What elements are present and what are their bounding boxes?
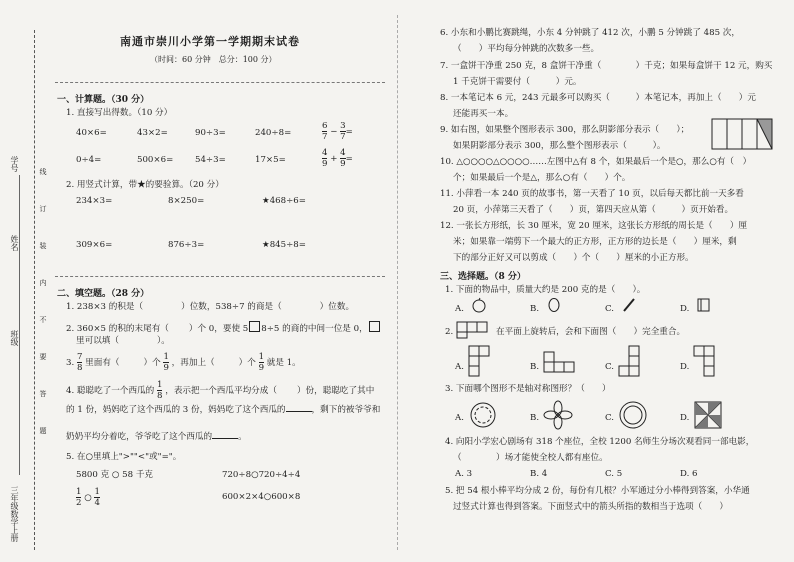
choice-4-option-b: B. 4 (530, 469, 548, 479)
ring-figure (619, 401, 647, 429)
vertical-calc: 8×250= (168, 196, 205, 206)
fill-item-6-cont: （ ）平均每分钟跳的次数多一些。 (453, 44, 600, 54)
choice-1-option-c: C. (605, 304, 615, 314)
choice-4-cont: （ ）场才能使全校人都有座位。 (453, 453, 608, 463)
section-divider (55, 276, 385, 277)
fill-item-12-cont2: 下的部分正好又可以剪成（ ）个（ ）厘米的小正方形。 (453, 253, 694, 263)
fill-item-10: 10. △○○○○△○○○○……左图中△有 8 个，如果最后一个是○，那么○有（ ） (440, 157, 752, 167)
choice-4-option-a: A. 3 (455, 469, 473, 479)
choice-5: 5. 把 54 根小棒平均分成 2 份，每份有几根？小军通过分小棒得到答案，小华通 (445, 486, 750, 496)
choice-4: 4. 向阳小学宏心剧场有 318 个座位，全校 1200 名师生分场次观看同一部电影， (445, 437, 755, 447)
page-subtitle: （时间：60 分钟 总分：100 分） (150, 55, 277, 64)
fill-item-6: 6. 小东和小鹏比赛跳绳，小东 4 分钟跳了 412 次，小鹏 5 分钟跳了 485 次， (440, 28, 740, 38)
choice-2: 在平面上旋转后，会和下面图（ ）完全重合。 (496, 327, 686, 337)
section-2-heading: 二、填空题。（28 分） (57, 289, 150, 299)
oral-calc: 500×6= (137, 155, 174, 165)
choice-3-option-d: D. (680, 413, 690, 423)
tetromino-figure (457, 322, 497, 338)
fill-item-2-cont: 里可以填（ ）。 (76, 336, 170, 346)
fill-item-3: 3. $\frac{7}{8}$ 里面有（ ）个 $\frac{1}{9}$ ，再加上（ ）个 $\frac{1}{9}$ 就是 1。 (66, 352, 301, 373)
binding-cut-line (34, 30, 35, 550)
compare-2: 720÷8○720÷4÷4 (222, 470, 301, 480)
section-3-heading: 三、选择题。（8 分） (440, 272, 526, 282)
class-label: 班级 (10, 330, 19, 346)
fill-item-4-cont: 的 1 份，妈妈吃了这个西瓜的 3 份，妈妈吃了这个西瓜的 ，剩下的被爷爷和 (66, 405, 381, 415)
shape-a (469, 346, 491, 376)
fill-item-4-cont2: 奶奶平均分着吃，爷爷吃了这个西瓜的 。 (66, 432, 247, 442)
header-divider (55, 82, 385, 83)
fill-item-2: 2. 360×5 的积的末尾有（ ）个 0，要使 5 8÷5 的商的中间一位是 0， (66, 321, 381, 335)
choice-1-option-b: B. (530, 304, 540, 314)
compare-4: 600×2×4○600×8 (222, 492, 301, 502)
vertical-calc: 234×3= (76, 196, 113, 206)
fill-item-9-cont: 如果阴影部分表示 300，那么整个图形表示（ ）。 (453, 141, 666, 151)
book-icon (696, 298, 712, 312)
choice-5-cont: 过竖式计算也得到答案。下面竖式中的箭头所指的数相当于选项（ ） (453, 502, 729, 512)
fill-item-12-cont: 米；如果靠一端剪下一个最大的正方形，正方形的边长是（ ）厘米，剩 (453, 237, 737, 247)
choice-3-option-c: C. (605, 413, 615, 423)
apple-icon (471, 298, 487, 312)
choice-1-option-a: A. (455, 304, 464, 314)
no-answer-marks: 线订装内不要答题 (39, 168, 47, 464)
vertical-calc: ★845÷8= (262, 240, 306, 250)
oral-calc: 40×6= (76, 128, 107, 138)
shaded-rectangle-figure (712, 119, 772, 149)
vertical-calc: 876÷3= (168, 240, 205, 250)
choice-2-prefix: 2. (445, 327, 454, 337)
choice-4-option-c: C. 5 (605, 469, 623, 479)
oral-calc: 90÷3= (195, 128, 226, 138)
fill-item-1: 1. 238×3 的积是（ ）位数，538÷7 的商是（ ）位数。 (66, 302, 355, 312)
shape-b (544, 352, 576, 374)
choice-2-option-b: B. (530, 362, 540, 372)
fill-item-7-cont: 1 千克饼干需要付（ ）元。 (453, 77, 582, 87)
fraction-calc-2: $\frac{4}{9}$ + $\frac{4}{9}$ = (322, 148, 353, 169)
choice-2-option-a: A. (455, 362, 464, 372)
page-fold (397, 15, 398, 550)
oral-calc: 17×5= (255, 155, 286, 165)
fill-item-11-cont: 20 页，小萍第三天看了（ ）页，第四天应从第（ ）页开始看。 (453, 205, 734, 215)
four-petal-figure (544, 401, 572, 429)
fill-item-11: 11. 小萍看一本 240 页的故事书，第一天看了 10 页，以后每天都比前一天多看 (440, 189, 744, 199)
fraction-calc-1: $\frac{6}{7}$ − $\frac{3}{7}$ = (322, 121, 353, 142)
oral-calc: 54÷3= (195, 155, 226, 165)
vertical-calc: 309×6= (76, 240, 113, 250)
scalloped-circle-figure (469, 401, 497, 429)
q1-2-prompt: 2. 用竖式计算，带★的要验算。（20 分） (66, 180, 224, 190)
oral-calc: 43×2= (137, 128, 168, 138)
vertical-calc: ★468÷6= (262, 196, 306, 206)
fill-item-4: 4. 聪聪吃了一个西瓜的 $\frac{1}{8}$ ，表示把一个西瓜平均分成（ ）份，聪聪吃了其中 (66, 380, 375, 401)
shape-d (694, 346, 716, 376)
grade-label: 三年级数学上册 (10, 486, 19, 542)
pinwheel-figure (694, 401, 722, 429)
name-label: 姓名 (10, 235, 19, 251)
pen-icon (621, 298, 637, 312)
choice-2-option-d: D. (680, 362, 690, 372)
compare-1: 5800 克 ○ 58 千克 (76, 470, 154, 480)
fill-line (19, 175, 21, 475)
fill-item-12: 12. 一张长方形纸，长 30 厘米，宽 20 厘米，这张长方形纸的周长是（ ）厘 (440, 221, 748, 231)
choice-1-option-d: D. (680, 304, 690, 314)
choice-3: 3. 下面哪个图形不是轴对称图形？（ ） (445, 384, 611, 394)
choice-3-option-a: A. (455, 413, 464, 423)
choice-1: 1. 下面的物品中，质量大约是 200 克的是（ ）。 (445, 285, 646, 295)
choice-3-option-b: B. (530, 413, 540, 423)
oral-calc: 0÷4= (76, 155, 102, 165)
fill-item-9: 9. 如右图，如果整个图形表示 300，那么阴影部分表示（ ）； (440, 125, 690, 135)
fill-item-8: 8. 一本笔记本 6 元，243 元最多可以购买（ ）本笔记本，再加上（ ）元 (440, 93, 756, 103)
fill-item-5: 5. 在○里填上">""<"或"="。 (66, 452, 182, 462)
shape-c (619, 346, 641, 376)
id-label: 学号 (10, 156, 19, 172)
choice-2-option-c: C. (605, 362, 615, 372)
fill-item-8-cont: 还能再买一本。 (453, 109, 514, 119)
fill-item-7: 7. 一盒饼干净重 250 克，8 盒饼干净重（ ）千克；如果每盒饼干 12 元，购买 (440, 61, 773, 71)
page-title: 南通市崇川小学第一学期期末试卷 (120, 35, 300, 48)
compare-3: $\frac{1}{2}$ ○ $\frac{1}{4}$ (76, 487, 100, 508)
section-1-heading: 一、计算题。（30 分） (57, 95, 150, 105)
fill-item-10-cont: 个；如果最后一个是△，那么○有（ ）个。 (453, 173, 631, 183)
oral-calc: 240÷8= (255, 128, 292, 138)
choice-4-option-d: D. 6 (680, 469, 698, 479)
q1-1-prompt: 1. 直接写出得数。（10 分） (66, 108, 173, 118)
egg-icon (546, 298, 562, 312)
